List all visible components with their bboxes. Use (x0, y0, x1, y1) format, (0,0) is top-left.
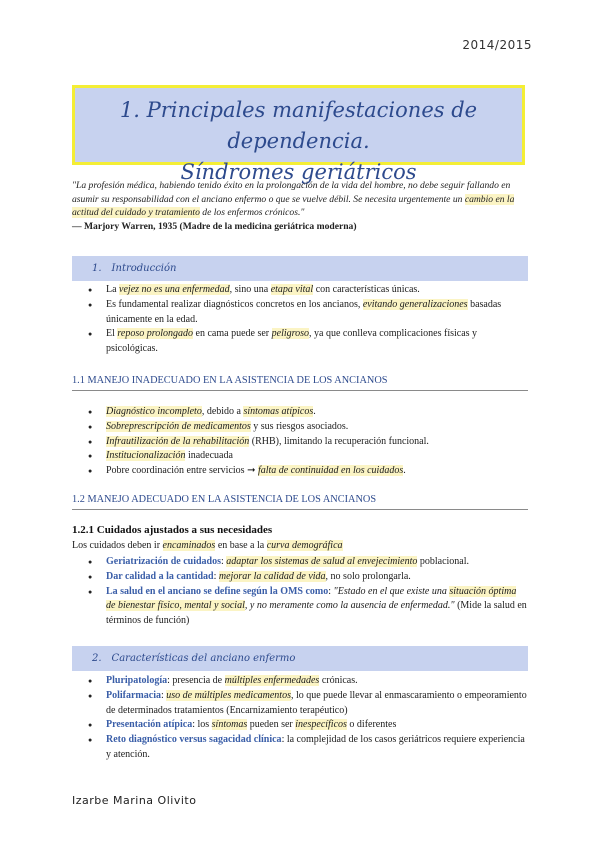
heading-manejo-adecuado: 1.2 MANEJO ADECUADO EN LA ASISTENCIA DE LOS ANCIANOS (72, 494, 528, 510)
quote-highlight: cambio en la actitud del cuidado y tratamiento (72, 193, 515, 218)
section-number: 2. (92, 653, 102, 664)
list-item: ● La vejez no es una enfermedad, sino una etapa vital con características únicas. (72, 283, 528, 298)
list-item: ● Presentación atípica: los síntomas pueden ser inespecíficos o diferentes (72, 718, 528, 733)
list-item: ● Es fundamental realizar diagnósticos concretos en los ancianos, evitando generalizaciones basadas únicamente en la edad. (72, 298, 528, 328)
section-header-introduccion (72, 256, 528, 281)
inadequate-care-list (72, 405, 528, 479)
page-title-line-2: Síndromes geriátricos (180, 160, 417, 184)
list-item: ● La salud en el anciano se define según la OMS como: "Estado en el que existe una situación óptima de bienestar físico, mental y social, y no meramente como la ausencia de enfermedad." (Mide la salud en términos de función) (72, 585, 528, 629)
section-header-caracteristicas (72, 646, 528, 671)
section-title: Introducción (111, 263, 177, 274)
list-item: ● Reto diagnóstico versus sagacidad clínica: la complejidad de los casos geriátricos requiere experiencia y atención. (72, 733, 528, 763)
list-item: ● Pluripatología: presencia de múltiples enfermedades crónicas. (72, 674, 528, 689)
list-item: ● Geriatrización de cuidados: adaptar los sistemas de salud al envejecimiento poblacional. (72, 555, 528, 570)
list-item: ● Dar calidad a la cantidad: mejorar la calidad de vida, no solo prolongarla. (72, 570, 528, 585)
author-signature: Izarbe Marina Olivito (72, 794, 197, 807)
list-item: ● Infrautilización de la rehabilitación (RHB), limitando la recuperación funcional. (72, 435, 528, 450)
section-number: 1. (92, 263, 102, 274)
list-item: ● Sobreprescripción de medicamentos y sus riesgos asociados. (72, 420, 528, 435)
intro-bullet-list (72, 283, 528, 357)
characteristics-list (72, 674, 528, 763)
page-title-box (72, 85, 525, 184)
quote-text-2: de los enfermos crónicos." (199, 207, 305, 218)
quote-text-1: "La profesión médica, habiendo tenido éxito en la prolongación de la vida del hombre, no debe seguir fallando en asumir su responsabilidad con el anciano enfermo o que se vuelve débil. Se necesita urgentemente un (72, 180, 511, 205)
list-item: ● Institucionalización inadecuada (72, 449, 528, 464)
list-item: ● Pobre coordinación entre servicios ➞ falta de continuidad en los cuidados. (72, 464, 528, 479)
adequate-care-list (72, 555, 528, 629)
subheading-cuidados-ajustados: 1.2.1 Cuidados ajustados a sus necesidades (72, 524, 273, 536)
quote-author: — Marjory Warren, 1935 (Madre de la medicina geriátrica moderna) (72, 220, 357, 232)
list-item: ● Polifarmacia: uso de múltiples medicamentos, lo que puede llevar al enmascaramiento o empeoramiento de determinados tratamientos (Encarnizamiento terapéutico) (72, 689, 528, 719)
document-date: 2014/2015 (462, 38, 532, 52)
section-title: Características del anciano enfermo (111, 653, 296, 664)
care-intro-text: Los cuidados deben ir encaminados en base a la curva demográfica (72, 540, 343, 551)
heading-manejo-inadecuado: 1.1 MANEJO INADECUADO EN LA ASISTENCIA DE LOS ANCIANOS (72, 375, 528, 391)
epigraph-quote (72, 179, 528, 233)
page-title-line-1: 1. Principales manifestaciones de dependencia. (119, 98, 478, 153)
list-item: ● El reposo prolongado en cama puede ser peligroso, ya que conlleva complicaciones físicas y psicológicas. (72, 327, 528, 357)
list-item: ● Diagnóstico incompleto, debido a síntomas atípicos. (72, 405, 528, 420)
